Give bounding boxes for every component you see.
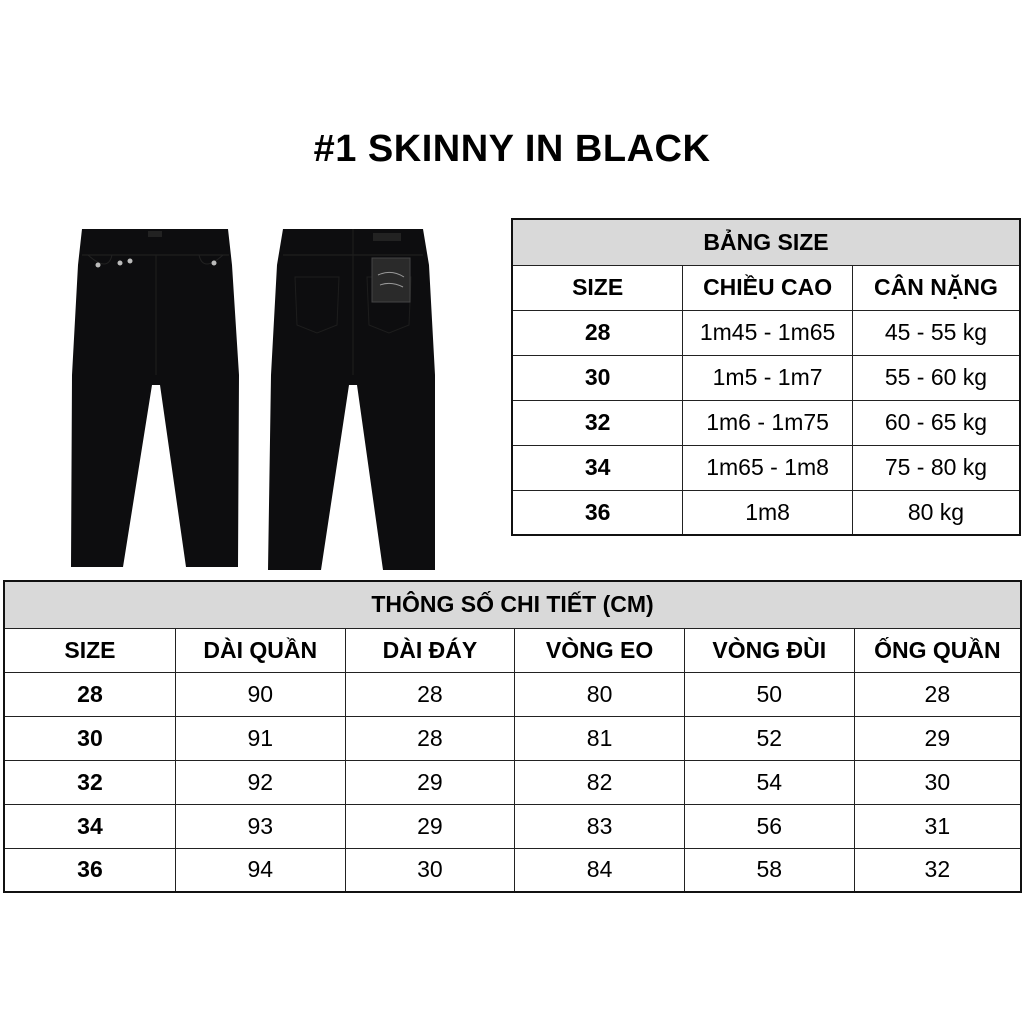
leg-opening-cell: 32 xyxy=(854,848,1021,892)
length-cell: 92 xyxy=(175,760,345,804)
leg-opening-cell: 28 xyxy=(854,672,1021,716)
length-cell: 90 xyxy=(175,672,345,716)
weight-cell: 45 - 55 kg xyxy=(852,310,1020,355)
waist-cell: 84 xyxy=(515,848,685,892)
size-cell: 32 xyxy=(4,760,175,804)
detail-measurements-table xyxy=(3,580,1022,893)
rise-cell: 30 xyxy=(345,848,515,892)
table-header-row xyxy=(4,628,1021,672)
jeans-front-image xyxy=(68,225,243,570)
waist-cell: 83 xyxy=(515,804,685,848)
weight-cell: 55 - 60 kg xyxy=(852,355,1020,400)
table-row xyxy=(512,310,1020,355)
table-header-row xyxy=(512,265,1020,310)
column-header: VÒNG EO xyxy=(515,628,685,672)
size-cell: 34 xyxy=(4,804,175,848)
table-row xyxy=(4,716,1021,760)
table-row xyxy=(4,848,1021,892)
table-row xyxy=(512,490,1020,535)
table-row xyxy=(4,804,1021,848)
column-header: SIZE xyxy=(512,265,683,310)
page-title: #1 SKINNY IN BLACK xyxy=(313,128,711,170)
thigh-cell: 58 xyxy=(684,848,854,892)
table-row xyxy=(512,400,1020,445)
height-cell: 1m45 - 1m65 xyxy=(683,310,853,355)
height-cell: 1m65 - 1m8 xyxy=(683,445,853,490)
size-cell: 36 xyxy=(512,490,683,535)
rise-cell: 28 xyxy=(345,672,515,716)
detail-table-heading: THÔNG SỐ CHI TIẾT (CM) xyxy=(4,581,1021,628)
weight-cell: 60 - 65 kg xyxy=(852,400,1020,445)
weight-cell: 75 - 80 kg xyxy=(852,445,1020,490)
table-row xyxy=(4,760,1021,804)
size-cell: 34 xyxy=(512,445,683,490)
thigh-cell: 54 xyxy=(684,760,854,804)
rise-cell: 29 xyxy=(345,804,515,848)
size-cell: 30 xyxy=(512,355,683,400)
waist-cell: 80 xyxy=(515,672,685,716)
table-row xyxy=(4,672,1021,716)
leg-opening-cell: 31 xyxy=(854,804,1021,848)
length-cell: 91 xyxy=(175,716,345,760)
size-cell: 28 xyxy=(4,672,175,716)
height-cell: 1m8 xyxy=(683,490,853,535)
column-header: CÂN NẶNG xyxy=(852,265,1020,310)
thigh-cell: 56 xyxy=(684,804,854,848)
height-cell: 1m6 - 1m75 xyxy=(683,400,853,445)
weight-cell: 80 kg xyxy=(852,490,1020,535)
waist-cell: 81 xyxy=(515,716,685,760)
rise-cell: 29 xyxy=(345,760,515,804)
column-header: DÀI QUẦN xyxy=(175,628,345,672)
column-header: ỐNG QUẦN xyxy=(854,628,1021,672)
length-cell: 94 xyxy=(175,848,345,892)
size-chart-heading: BẢNG SIZE xyxy=(512,219,1020,265)
column-header: CHIỀU CAO xyxy=(683,265,853,310)
size-cell: 32 xyxy=(512,400,683,445)
size-chart-table xyxy=(511,218,1021,536)
table-row xyxy=(512,355,1020,400)
leg-opening-cell: 29 xyxy=(854,716,1021,760)
height-cell: 1m5 - 1m7 xyxy=(683,355,853,400)
size-cell: 30 xyxy=(4,716,175,760)
thigh-cell: 52 xyxy=(684,716,854,760)
rise-cell: 28 xyxy=(345,716,515,760)
size-cell: 28 xyxy=(512,310,683,355)
leg-opening-cell: 30 xyxy=(854,760,1021,804)
column-header: DÀI ĐÁY xyxy=(345,628,515,672)
size-cell: 36 xyxy=(4,848,175,892)
column-header: VÒNG ĐÙI xyxy=(684,628,854,672)
jeans-back-image xyxy=(265,225,440,573)
waist-cell: 82 xyxy=(515,760,685,804)
thigh-cell: 50 xyxy=(684,672,854,716)
table-row xyxy=(512,445,1020,490)
column-header: SIZE xyxy=(4,628,175,672)
length-cell: 93 xyxy=(175,804,345,848)
